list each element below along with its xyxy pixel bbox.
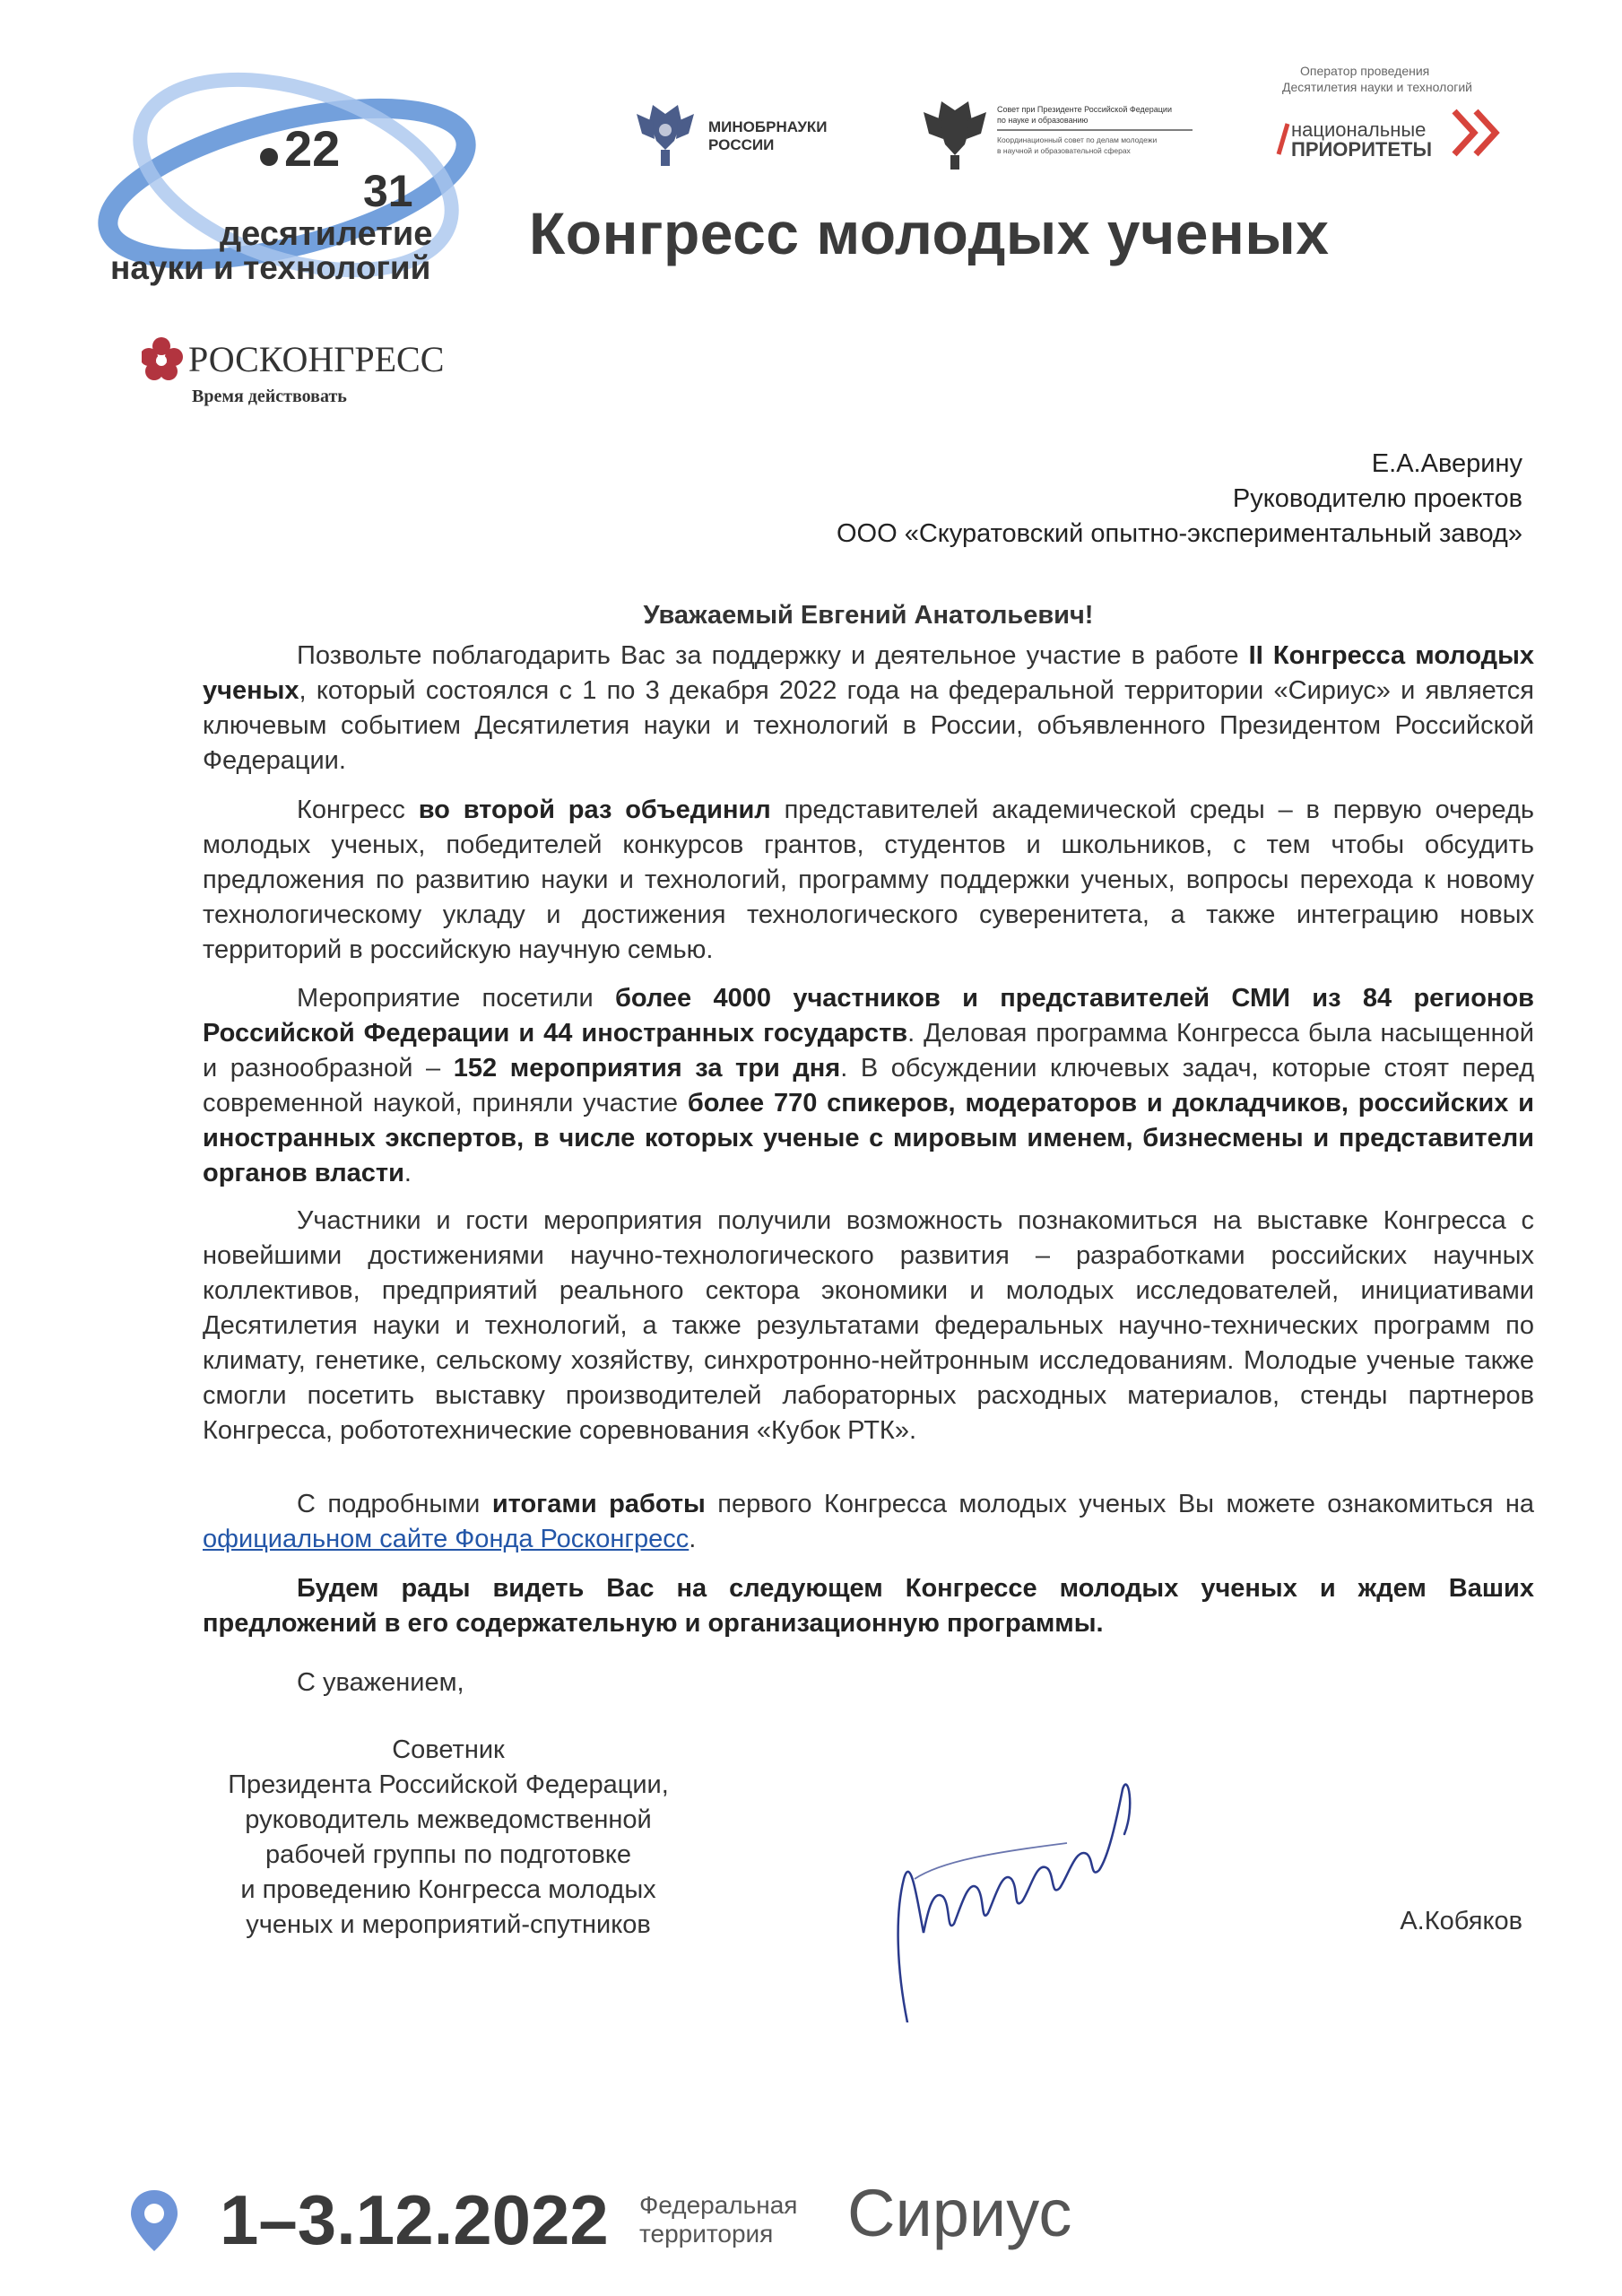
presidential-council-logo	[915, 94, 1201, 179]
signer-line: руководитель межведомственной	[245, 1805, 652, 1834]
addressee-position: Руководителю проектов	[1232, 484, 1522, 513]
handwritten-signature	[888, 1753, 1175, 2022]
decade-years-bottom: 31	[363, 166, 413, 216]
national-priorities-logo	[1255, 61, 1524, 169]
decade-of-science-logo	[94, 49, 507, 300]
paragraph-3: Мероприятие посетили более 4000 участников и представителей СМИ из 84 регионов Российской Федерации и 44 иностранных государств. Деловая программа Конгресса была насыщенной и разнообразной – 152 мероприятия за три дня. В обсуждении ключевых задач, которые стоят перед современной наукой, приняли участие более 770 спикеров, модераторов и докладчиков, российских и иностранных экспертов, в числе которых ученые с мировым именем, бизнесмены и представители органов власти.	[203, 984, 1535, 1187]
signer-line: Советник	[392, 1735, 505, 1764]
chevrons-icon	[1454, 111, 1496, 154]
territory-label	[639, 2191, 797, 2248]
decade-line2: науки и технологий	[110, 249, 431, 286]
greeting: Уважаемый Евгений Анатольевич!	[643, 601, 1094, 630]
event-dates: 1–3.12.2022	[220, 2180, 609, 2259]
council-line3: Координационный совет по делам молодежи	[997, 135, 1158, 144]
paragraph-2: Конгресс во второй раз объединил представителей академической среды – в первую очередь молодых ученых, победителей конкурсов грантов, студентов и школьников, с тем чтобы обсудить предложения по развитию науки и технологий, программу поддержки ученых, вопросы перехода к новому технологическому укладу и достижения технологического суверенитета, а также интеграцию новых территорий в российскую научную семью.	[203, 796, 1534, 964]
roscongress-site-link[interactable]: официальном сайте Фонда Росконгресс	[203, 1525, 690, 1553]
addressee-name: Е.А.Аверину	[1371, 449, 1522, 478]
roscongress-name: РОСКОНГРЕСС	[188, 339, 445, 379]
territory-label-line1: Федеральная	[639, 2191, 798, 2219]
signer-name: А.Кобяков	[1400, 1907, 1522, 1935]
coat-of-arms-icon	[637, 105, 694, 166]
signer-line: рабочей группы по подготовке	[265, 1840, 632, 1869]
paragraph-6: Будем рады видеть Вас на следующем Конгрессе молодых ученых и ждем Ваших предложений в его содержательную и организационную программы.	[203, 1574, 1534, 1638]
minobrnauki-logo	[619, 94, 834, 179]
paragraph-1: Позвольте поблагодарить Вас за поддержку и деятельное участие в работе II Конгресса молодых ученых, который состоялся с 1 по 3 декабря 2022 года на федеральной территории «Сириус» и является ключевым событием Десятилетия науки и технологий в России, объявленного Президентом Российской Федерации.	[203, 641, 1534, 775]
operator-line2: Десятилетия науки и технологий	[1282, 80, 1472, 94]
event-place: Сириус	[847, 2176, 1072, 2250]
coat-of-arms-icon	[924, 101, 986, 170]
paragraph-5: С подробными итогами работы первого Конгресса молодых ученых Вы можете ознакомиться на официальном сайте Фонда Росконгресс.	[203, 1490, 1534, 1553]
location-pin-icon	[127, 2188, 181, 2253]
decade-line1: десятилетие	[220, 215, 433, 253]
addressee-block	[837, 447, 1522, 552]
council-line1: Совет при Президенте Российской Федерации	[997, 105, 1172, 114]
event-title: Конгресс молодых ученых	[529, 200, 1330, 266]
territory-label-line2: территория	[639, 2220, 774, 2248]
minobr-line2: РОССИИ	[708, 136, 775, 153]
closing: С уважением,	[297, 1668, 464, 1697]
paragraph-4: Участники и гости мероприятия получили возможность познакомиться на выставке Конгресса с новейшими достижениями научно-технологического развития – разработками российских научных коллективов, предприятий реального сектора экономики и молодых исследователей, инициативами Десятилетия науки и технологий, а также результатами федеральных научно-технических программ по климату, генетике, сельскому хозяйству, синхротронно-нейтронным исследованиям. Молодые ученые также смогли посетить выставку производителей лабораторных расходных материалов, стенды партнеров Конгресса, робототехнические соревнования «Кубок РТК».	[203, 1206, 1534, 1445]
council-line4: в научной и образовательной сферах	[997, 146, 1131, 155]
signer-line: и проведению Конгресса молодых	[240, 1875, 656, 1904]
decade-years-top: 22	[284, 120, 341, 177]
brand-bottom: ПРИОРИТЕТЫ	[1291, 138, 1432, 161]
signer-title	[179, 1733, 717, 1943]
operator-line1: Оператор проведения	[1300, 64, 1430, 78]
signer-line: Президента Российской Федерации,	[228, 1770, 669, 1799]
roscongress-logo	[142, 334, 482, 414]
brand-top: национальные	[1291, 118, 1427, 141]
roscongress-slogan: Время действовать	[192, 387, 347, 406]
minobr-line1: МИНОБРНАУКИ	[708, 118, 828, 135]
addressee-company: ООО «Скуратовский опытно-экспериментальный завод»	[836, 519, 1522, 548]
council-line2: по науке и образованию	[997, 116, 1089, 125]
signer-line: ученых и мероприятий-спутников	[246, 1910, 651, 1939]
